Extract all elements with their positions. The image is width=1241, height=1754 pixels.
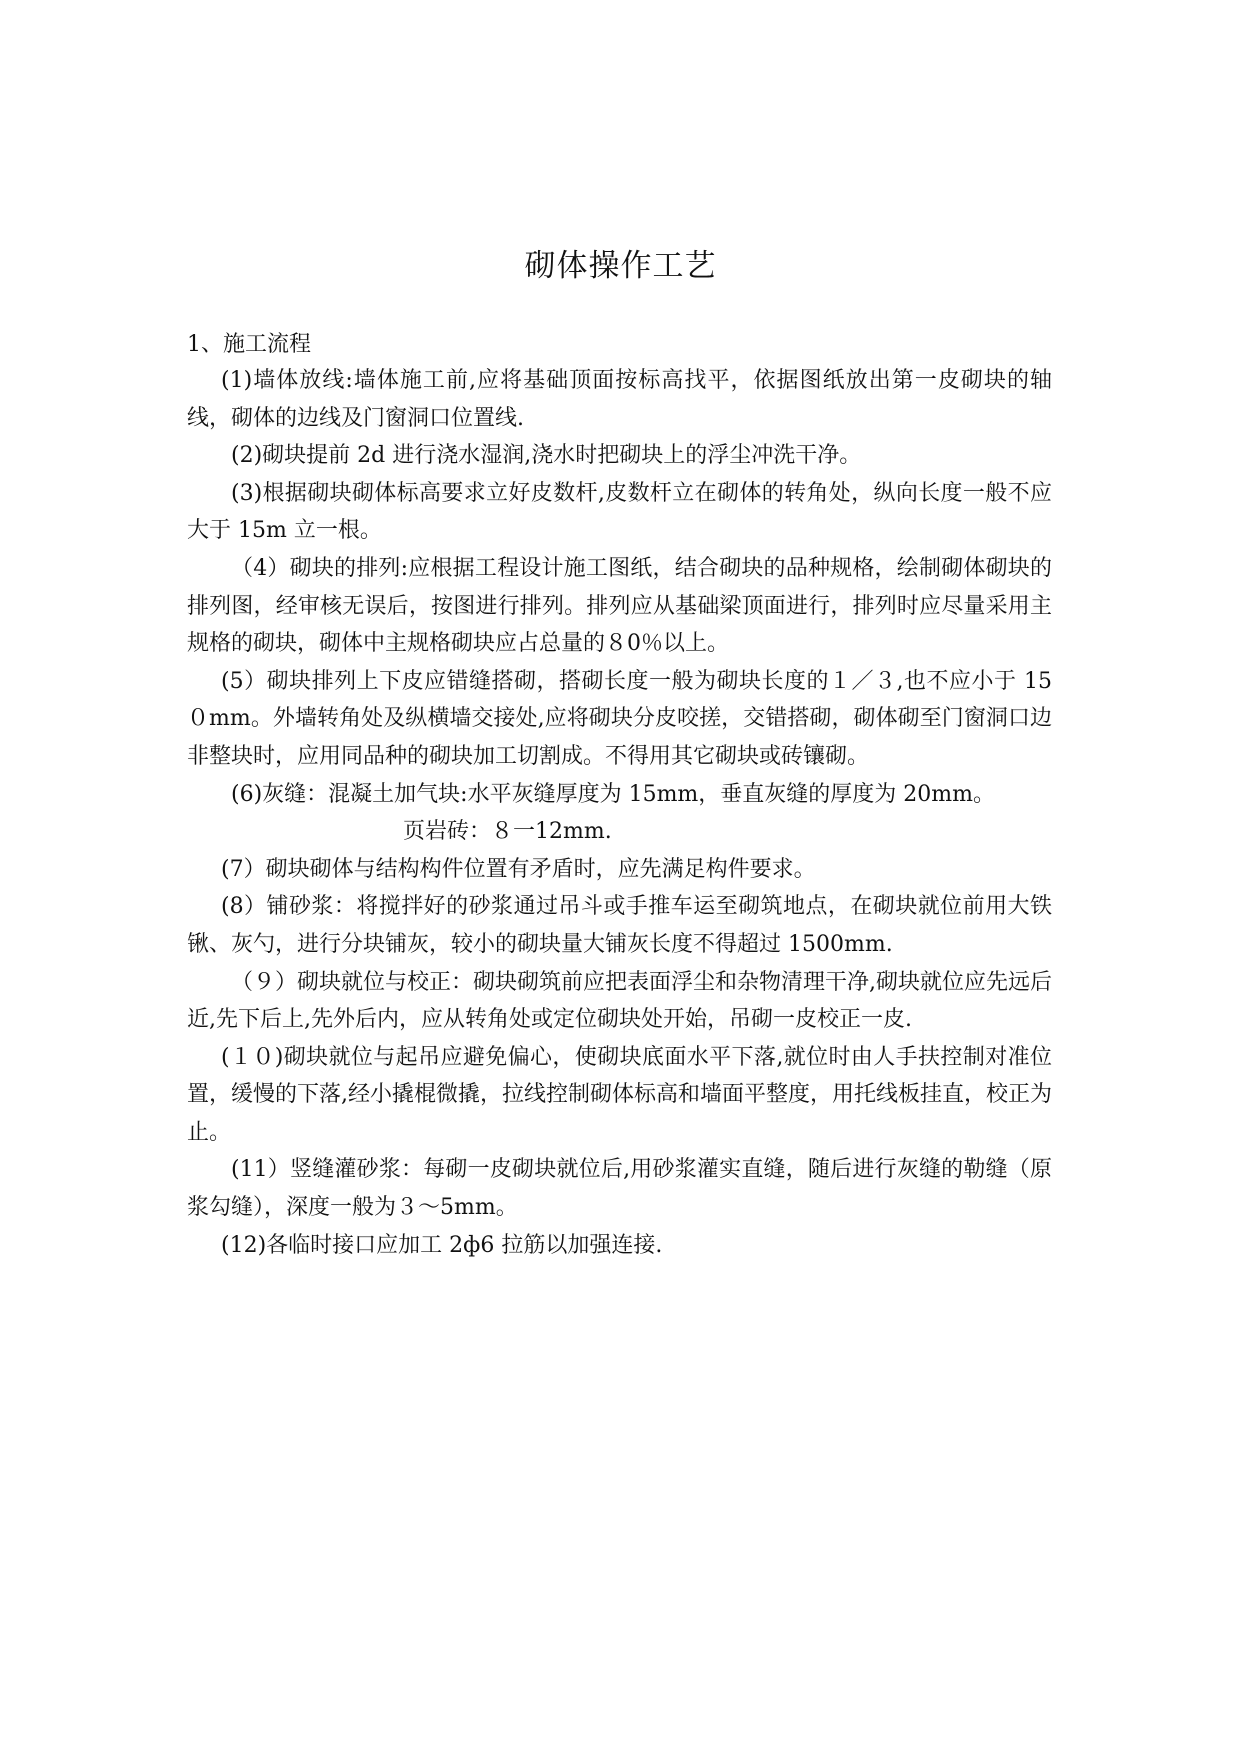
paragraph-6-continued: 页岩砖：８一12mm. <box>403 819 612 845</box>
document-body <box>187 362 1052 1264</box>
paragraph-5: (5）砌块排列上下皮应错缝搭砌，搭砌长度一般为砌块长度的１／３,也不应小于 15０mm。外墙转角处及纵横墙交接处,应将砌块分皮咬搓，交错搭砌，砌体砌至门窗洞口边非整块时，应用同品种的砌块加工切割成。不得用其它砌块或砖镶砌。 <box>187 668 1052 769</box>
paragraph-3: (3)根据砌块砌体标高要求立好皮数杆,皮数杆立在砌体的转角处，纵向长度一般不应大于 15m 立一根。 <box>187 480 1052 544</box>
section-heading: 1、施工流程 <box>187 332 311 357</box>
paragraph-7: (7）砌块砌体与结构构件位置有矛盾时，应先满足构件要求。 <box>221 856 816 882</box>
paragraph-1: (1)墙体放线:墙体施工前,应将基础顶面按标高找平，依据图纸放出第一皮砌块的轴线，砌体的边线及门窗洞口位置线. <box>187 368 1052 431</box>
paragraph-10: (１０)砌块就位与起吊应避免偏心，使砌块底面水平下落,就位时由人手扶控制对准位置，缓慢的下落,经小撬棍微撬，拉线控制砌体标高和墙面平整度，用托线板挂直，校正为止。 <box>187 1044 1052 1145</box>
paragraph-2: (2)砌块提前 2d 进行浇水湿润,浇水时把砌块上的浮尘冲洗干净。 <box>231 443 862 469</box>
paragraph-8: (8）铺砂浆：将搅拌好的砂浆通过吊斗或手推车运至砌筑地点，在砌块就位前用大铁锹、灰勺，进行分块铺灰，较小的砌块量大铺灰长度不得超过 1500mm. <box>187 894 1052 957</box>
paragraph-4: （4）砌块的排列:应根据工程设计施工图纸，结合砌块的品种规格，绘制砌体砌块的排列图，经审核无误后，按图进行排列。排列应从基础梁顶面进行，排列时应尽量采用主规格的砌块，砌体中主规格砌块应占总量的８0％以上。 <box>187 555 1052 657</box>
paragraph-12: (12)各临时接口应加工 2ф6 拉筋以加强连接. <box>221 1232 663 1258</box>
paragraph-6: (6)灰缝：混凝土加气块:水平灰缝厚度为 15mm，垂直灰缝的厚度为 20mm。 <box>231 781 995 807</box>
document-title: 砌体操作工艺 <box>524 248 717 284</box>
paragraph-11: (11）竖缝灌砂浆：每砌一皮砌块就位后,用砂浆灌实直缝，随后进行灰缝的勒缝（原浆勾缝），深度一般为３～5mm。 <box>187 1157 1052 1221</box>
paragraph-9: （９）砌块就位与校正：砌块砌筑前应把表面浮尘和杂物清理干净,砌块就位应先远后近,先下后上,先外后内，应从转角处或定位砌块处开始，吊砌一皮校正一皮. <box>187 969 1052 1033</box>
